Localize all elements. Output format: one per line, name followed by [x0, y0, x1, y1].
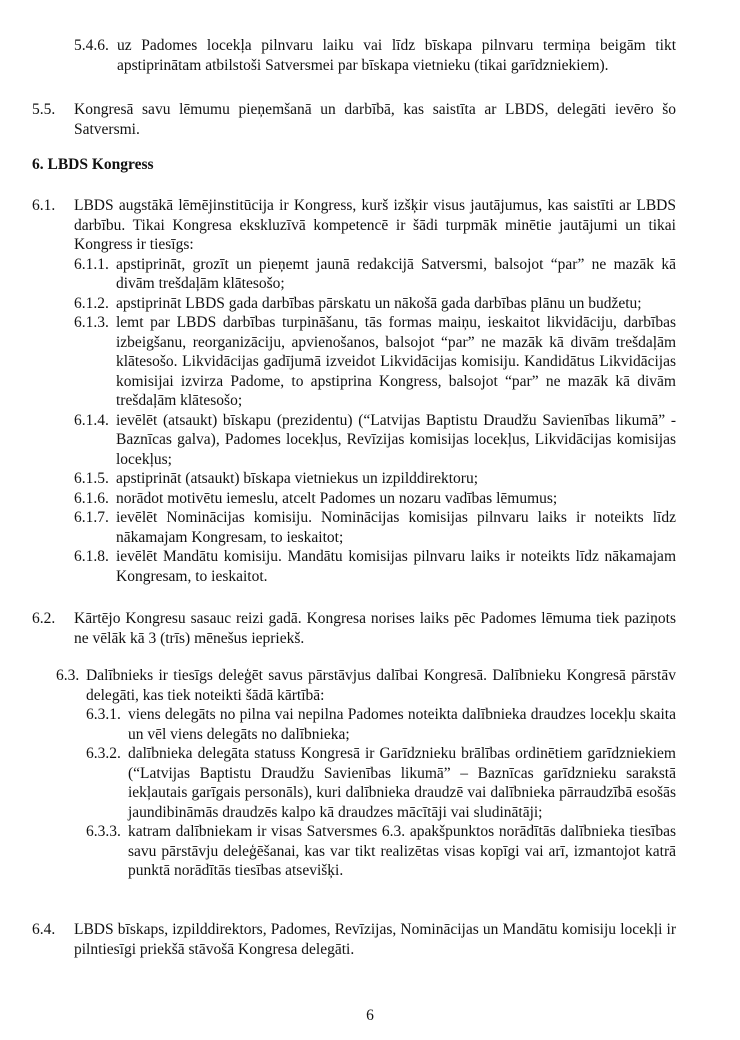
list-item [74, 547, 676, 586]
clause-number: 5.4.6. [74, 37, 109, 54]
clause-number: 6.1. [32, 197, 56, 214]
item-number: 6.1.6. [74, 489, 109, 507]
item-number: 6.3.3. [86, 823, 121, 840]
list-item [74, 508, 676, 547]
clause-6-1 [32, 196, 676, 586]
item-number: 6.3.1. [86, 706, 121, 723]
clause-6-4 [32, 920, 676, 959]
clause-5-4-6 [74, 36, 676, 75]
clause-text: Kongresā savu lēmumu pieņemšanā un darbībā, kas saistīta ar LBDS, delegāti ievēro šo Satversmi. [74, 101, 676, 138]
item-text: ievēlēt (atsaukt) bīskapu (prezidentu) (“Latvijas Baptistu Draudžu Savienības likumā” - Baznīcas galva), Padomes locekļus, Revīzijas komisijas locekļus, Likvidācijas komisijas locekļus; [116, 411, 676, 468]
item-number: 6.3.2. [86, 745, 121, 762]
item-text: apstiprināt, grozīt un pieņemt jaunā redakcijā Satversmi, balsojot “par” ne mazāk kā divām trešdaļām klātesošo; [116, 255, 676, 292]
clause-text: Kārtējo Kongresu sasauc reizi gadā. Kongresa norises laiks pēc Padomes lēmuma tiek paziņots ne vēlāk kā 3 (trīs) mēnešus iepriekš. [74, 610, 676, 647]
list-item [86, 822, 676, 881]
list-item [86, 705, 676, 744]
clause-6-2 [32, 609, 676, 648]
item-text: lemt par LBDS darbības turpināšanu, tās formas maiņu, ieskaitot likvidāciju, darbības izbeigšanu, reorganizāciju, apvienošanos, balsojot “par” ne mazāk kā divām trešdaļām klātesošo. Likvidācijas gadījumā izveidot Likvidācijas komisiju. Kandidātus Likvidācijas komisijai izvirza Padome, to apstiprina Kongress, balsojot “par” ne mazāk kā divām trešdaļām klātesošo; [116, 314, 676, 409]
item-text: apstiprināt LBDS gada darbības pārskatu un nākošā gada darbības plānu un budžetu; [116, 294, 642, 312]
item-text: katram dalībniekam ir visas Satversmes 6.3. apakšpunktos norādītās dalībnieka tiesības savu pārstāvju deleģēšanai, kas var tikt realizētas visas kopīgi vai arī, izmantojot katrā punktā norādītās tiesības atsevišķi. [128, 823, 676, 879]
item-number: 6.1.4. [74, 411, 109, 429]
item-number: 6.1.7. [74, 509, 109, 526]
clause-number: 6.4. [32, 921, 56, 938]
page-number: 6 [366, 1007, 374, 1024]
clause-number: 6.3. [56, 667, 80, 684]
item-number: 6.1.1. [74, 255, 109, 273]
item-number: 6.1.3. [74, 314, 109, 331]
item-text: ievēlēt Mandātu komisiju. Mandātu komisijas pilnvaru laiks ir noteikts līdz nākamajam Kongresam, to ieskaitot. [116, 548, 676, 585]
clause-text: Dalībnieks ir tiesīgs deleģēt savus pārstāvjus dalībai Kongresā. Dalībnieku Kongresā pārstāv delegāti, kas tiek noteikti šādā kārtībā: [86, 667, 676, 704]
item-text: viens delegāts no pilna vai nepilna Padomes noteikta dalībnieka draudzes locekļu skaita un vēl viens delegāts no dalībnieka; [128, 706, 676, 743]
list-item [74, 469, 676, 489]
item-text: apstiprināt (atsaukt) bīskapa vietniekus un izpilddirektoru; [116, 470, 479, 487]
clause-text: LBDS augstākā lēmējinstitūcija ir Kongress, kurš izšķir visus jautājumus, kas saistīti ar LBDS darbību. Tikai Kongresa ekskluzīvā kompetencē ir šādi turpmāk minētie jautājumi un tikai Kongress ir tiesīgs: [74, 197, 676, 253]
item-text: ievēlēt Nominācijas komisiju. Nominācijas komisijas pilnvaru laiks ir noteikts līdz nākamajam Kongresam, to ieskaitot; [116, 509, 676, 546]
section-heading: 6. LBDS Kongress [32, 156, 154, 173]
list-item [74, 294, 676, 314]
list-item [86, 744, 676, 822]
clause-number: 6.2. [32, 610, 56, 627]
list-item [74, 255, 676, 294]
clause-number: 5.5. [32, 101, 56, 118]
item-text: norādot motivētu iemeslu, atcelt Padomes un nozaru vadības lēmumus; [116, 489, 558, 507]
clause-6-3 [56, 666, 676, 881]
item-number: 6.1.8. [74, 548, 109, 565]
item-number: 6.1.2. [74, 294, 109, 312]
clause-5-5 [32, 100, 676, 139]
list-item [74, 489, 676, 509]
item-number: 6.1.5. [74, 470, 109, 487]
list-item [74, 411, 676, 470]
clause-text: uz Padomes locekļa pilnvaru laiku vai līdz bīskapa pilnvaru termiņa beigām tikt apstiprinātam atbilstoši Satversmei par bīskapa vietnieku (tikai garīdzniekiem). [117, 37, 676, 74]
list-item [74, 313, 676, 411]
item-text: dalībnieka delegāta statuss Kongresā ir Garīdznieku brālības ordinētiem garīdzniekiem (“Latvijas Baptistu Draudžu Savienības likumā” – Baznīcas garīdznieku sarakstā iekļautais garīgais personāls), kuri dalībnieka draudzē vai dalībnieka pārraudzībā esošās jaundibināmās draudzēs kalpo kā draudzes mācītāji vai sludinātāji; [128, 745, 676, 821]
clause-text: LBDS bīskaps, izpilddirektors, Padomes, Revīzijas, Nominācijas un Mandātu komisiju locekļi ir pilntiesīgi priekšā stāvošā Kongresa delegāti. [74, 921, 676, 958]
